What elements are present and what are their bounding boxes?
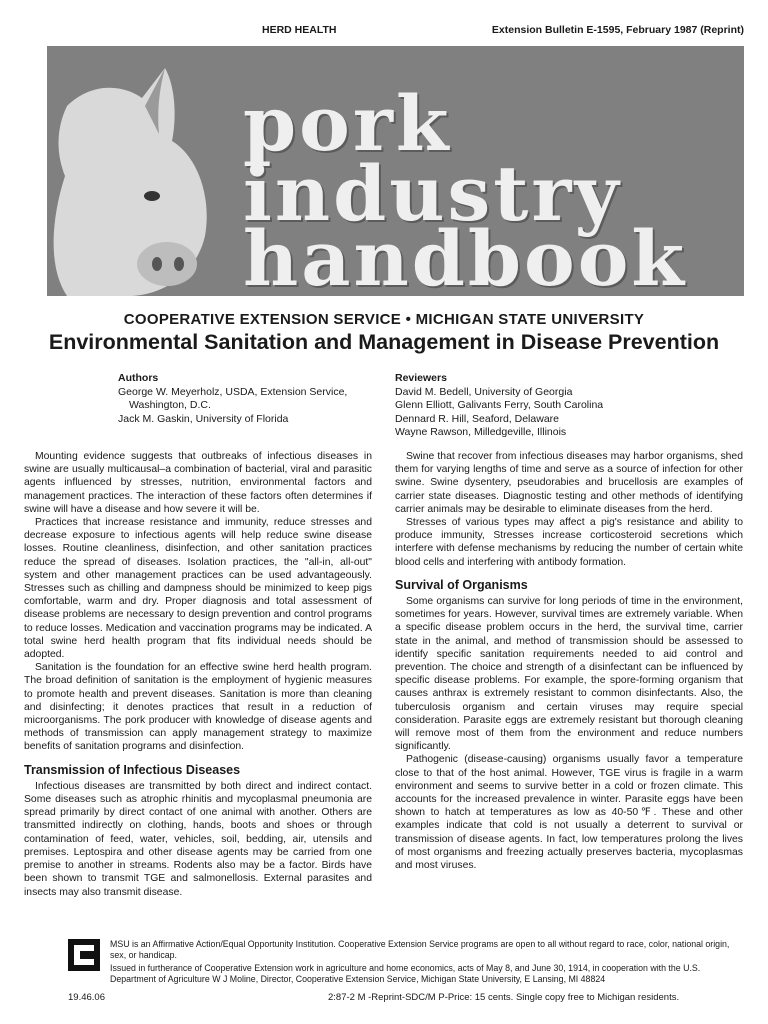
author-line: Washington, D.C. xyxy=(129,399,211,411)
body-paragraph: Stresses of various types may affect a pig's resistance and ability to produce immunity, Stresses increase corticosteroid secretions which interfere with defense mechanisms by reducing the number of certain white blood cells and interfering with antibody formation. xyxy=(395,517,743,568)
bulletin-number: Extension Bulletin E-1595, February 1987 (Reprint) xyxy=(491,24,744,36)
section-heading: Survival of Organisms xyxy=(395,577,528,592)
reviewer-line: David M. Bedell, University of Georgia xyxy=(395,385,573,398)
reviewer-line: Glenn Elliott, Galivants Ferry, South Carolina xyxy=(395,399,604,411)
body-paragraph: Infectious diseases are transmitted by both direct and indirect contact. Some diseases such as atrophic rhinitis and mycoplasmal pneumonia are spread primarily by direct contact of one animal with another. Others are transmitted indirectly on clothing, hands, boots and shoes or through contamination of feed, water, vehicles, soil, bedding, air, utensils and premises. Leptospira and other disease agents may be carried from one premise to another in streams. Rodents also may be a factor. Birds have been shown to transmit TGE and salmonellosis. External parasites and insects may also transmit disease. xyxy=(24,780,372,898)
page-header xyxy=(0,24,768,38)
authors-heading: Authors xyxy=(118,372,159,384)
authors-block xyxy=(118,372,378,426)
right-column xyxy=(395,450,743,872)
section-label: HERD HEALTH xyxy=(262,24,337,36)
ces-logo-icon xyxy=(68,939,100,971)
banner-word-pork: pork xyxy=(243,79,452,168)
left-column xyxy=(24,450,372,899)
footer-notice xyxy=(110,939,730,985)
page-title: Environmental Sanitation and Management in Disease Prevention xyxy=(48,330,720,354)
agency-line: COOPERATIVE EXTENSION SERVICE • MICHIGAN STATE UNIVERSITY xyxy=(123,311,645,328)
body-paragraph: Sanitation is the foundation for an effective swine herd health program. The broad definition of sanitation is the employment of hygienic measures to promote health and prevent diseases. Sanitation is more than cleaning and disinfecting; it denotes practices that result in a reduction of microorganisms. The pork producer with knowledge of disease agents and methods of transmission can apply management strategy to maximize benefits of sanitation programs and disinfection. xyxy=(24,662,372,753)
body-paragraph: Practices that increase resistance and immunity, reduce stresses and decrease exposure to infectious agents will help reduce swine disease losses. Routine cleanliness, disinfection, and other sanitation practices reduce the spread of diseases. Isolation practices, the "all-in, all-out" system and other management practices can be used advantageously. Stresses such as chilling and dampness should be minimized to keep pigs comfortable, warm and dry. Proper diagnosis and total assessment of disease problems are necessary to design prevention and control programs to reduce losses. Medication and vaccination programs may be indicated. A total swine herd health program that fits individual needs should be adopted. xyxy=(24,517,372,661)
footer-issued-line: Issued in furtherance of Cooperative Extension work in agriculture and home economics, acts of May 8, and June 30, 1914, in cooperation with the U.S. Department of Agriculture W J Moline, Director, Cooperative Extension Service, Michigan State University, E Lansing, MI 48824 xyxy=(110,963,701,984)
section-heading: Transmission of Infectious Diseases xyxy=(24,762,241,777)
body-paragraph: Swine that recover from infectious diseases may harbor organisms, shed them for varying lengths of time and serve as a source of infection for other swine. Swine dysentery, pseudorabies and brucellosis are examples of carrier state diseases. Diagnostic testing and other methods of identifying carrier animals may be desirable to eliminate diseases from the herd. xyxy=(395,451,743,515)
reviewer-line: Wayne Rawson, Milledgeville, Illinois xyxy=(395,426,567,438)
price-line: 2:87-2 M -Reprint-SDC/M P-Price: 15 cents. Single copy free to Michigan residents. xyxy=(328,992,680,1003)
body-paragraph: Mounting evidence suggests that outbreaks of infectious diseases in swine are usually multicausal–a combination of bacterial, viral and parasitic agents influenced by stresses, nutrition, environmental factors and management practices. The interaction of these factors often determines if swine will have a disease and how severe it will be. xyxy=(24,451,372,515)
author-line: Jack M. Gaskin, University of Florida xyxy=(118,412,289,425)
author-line: George W. Meyerholz, USDA, Extension Service, xyxy=(118,385,348,398)
banner-word-handbook: handbook xyxy=(243,214,688,296)
body-paragraph: Pathogenic (disease-causing) organisms usually favor a temperature close to that of the host animal. However, TGE virus is fragile in a warm environment and seems to survive better in a cold or frozen climate. This accounts for the increased prevalence in winter. Parasite eggs have been shown to hatch at temperatures as low as 40-50℉. These and other examples indicate that cold is not usually a deterrent to survival or transmission of disease agents. In fact, low temperatures prolong the lives of most organisms and freezing actually preserves bacteria, mycoplasmas and most viruses. xyxy=(395,754,743,872)
reviewers-block xyxy=(395,372,695,440)
footer-eeo-line: MSU is an Affirmative Action/Equal Opportunity Institution. Cooperative Extension Service programs are open to all without regard to race, color, national origin, sex, or handicap. xyxy=(110,939,730,960)
banner-word-industry: industry xyxy=(243,149,622,238)
body-paragraph: Some organisms can survive for long periods of time in the environment, sometimes for years. However, survival times are extremely variable. When a specific disease problem occurs in the herd, the survival time, carrier state in the animal, and method of transmission should be assessed to identify specific sanitation requirements needed to aid control and prevention. The choice and strength of a disinfectant can be influenced by specific disease problems. For example, the spore-forming organism that causes anthrax is extremely resistant to common disinfectants. Also, the tuberculosis organism and certain viruses may require special consideration. Parasite eggs are extremely resistant but thorough cleaning will remove most of them from the environment and reduce numbers significantly. xyxy=(395,596,743,753)
reviewer-line: Dennard R. Hill, Seaford, Delaware xyxy=(395,412,559,425)
publication-code: 19.46.06 xyxy=(68,992,105,1003)
reviewers-heading: Reviewers xyxy=(395,372,447,384)
title-banner xyxy=(47,46,744,296)
